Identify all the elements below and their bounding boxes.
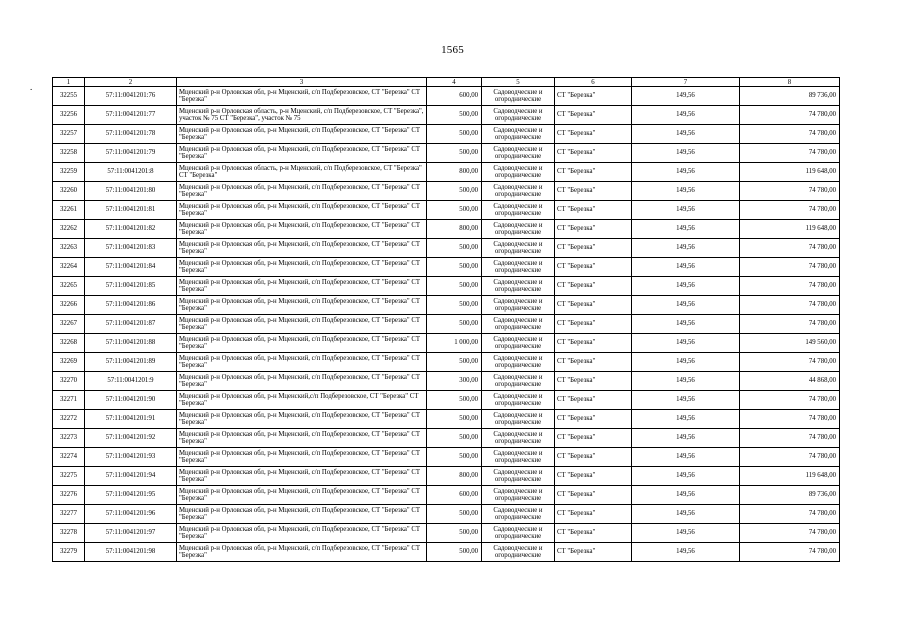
address-cell: Мценский р-н Орловская обл, р-н Мценский, с/п Подберезовское, СТ "Березка" СТ "Березка" <box>177 372 427 391</box>
row-number: 32273 <box>53 429 85 448</box>
cadastral-number: 57:11:0041201:88 <box>85 334 177 353</box>
area-cell: 500,00 <box>427 125 482 144</box>
address-cell: Мценский р-н Орловская обл, р-н Мценский, с/п Подберезовское, СТ "Березка" СТ "Березка" <box>177 144 427 163</box>
unit-price-cell: 149,56 <box>632 220 740 239</box>
address-cell: Мценский р-н Орловская обл, р-н Мценский, с/п Подберезовское, СТ "Березка" СТ "Березка" <box>177 353 427 372</box>
table-row <box>53 486 840 505</box>
partnership-cell: СТ "Березка" <box>555 277 632 296</box>
page-number: 1565 <box>441 44 464 56</box>
cadastral-value-cell: 74 780,00 <box>740 277 840 296</box>
cadastral-number: 57:11:0041201:89 <box>85 353 177 372</box>
table-row <box>53 144 840 163</box>
address-cell: Мценский р-н Орловская обл, р-н Мценский, с/п Подберезовское, СТ "Березка" СТ "Березка" <box>177 315 427 334</box>
area-cell: 500,00 <box>427 106 482 125</box>
row-number: 32279 <box>53 543 85 562</box>
column-header: 6 <box>555 78 632 87</box>
unit-price-cell: 149,56 <box>632 410 740 429</box>
row-number: 32265 <box>53 277 85 296</box>
cadastral-value-cell: 74 780,00 <box>740 125 840 144</box>
cadastral-number: 57:11:0041201:81 <box>85 201 177 220</box>
row-number: 32267 <box>53 315 85 334</box>
unit-price-cell: 149,56 <box>632 448 740 467</box>
cadastral-value-cell: 74 780,00 <box>740 448 840 467</box>
table-row <box>53 106 840 125</box>
cadastral-value-cell: 74 780,00 <box>740 429 840 448</box>
table-row <box>53 296 840 315</box>
cadastral-number: 57:11:0041201:84 <box>85 258 177 277</box>
land-use-cell: Садоводческие и огороднические <box>482 182 555 201</box>
row-number: 32262 <box>53 220 85 239</box>
address-cell: Мценский р-н Орловская обл, р-н Мценский,с/п Подберезовское, СТ "Березка" СТ "Березка" <box>177 391 427 410</box>
cadastral-value-cell: 89 736,00 <box>740 486 840 505</box>
area-cell: 500,00 <box>427 277 482 296</box>
table-row <box>53 315 840 334</box>
table-row <box>53 258 840 277</box>
land-use-cell: Садоводческие и огороднические <box>482 372 555 391</box>
table-body <box>53 87 840 562</box>
cadastral-number: 57:11:0041201:9 <box>85 372 177 391</box>
column-header: 5 <box>482 78 555 87</box>
partnership-cell: СТ "Березка" <box>555 239 632 258</box>
area-cell: 800,00 <box>427 163 482 182</box>
unit-price-cell: 149,56 <box>632 277 740 296</box>
cadastral-number: 57:11:0041201:82 <box>85 220 177 239</box>
row-number: 32276 <box>53 486 85 505</box>
row-number: 32270 <box>53 372 85 391</box>
address-cell: Мценский р-н Орловская обл, р-н Мценский, с/п Подберезовское, СТ "Березка" СТ "Березка" <box>177 182 427 201</box>
area-cell: 500,00 <box>427 182 482 201</box>
margin-mark: . <box>30 82 33 92</box>
cadastral-number: 57:11:0041201:96 <box>85 505 177 524</box>
area-cell: 500,00 <box>427 391 482 410</box>
partnership-cell: СТ "Березка" <box>555 296 632 315</box>
land-use-cell: Садоводческие и огороднические <box>482 334 555 353</box>
partnership-cell: СТ "Березка" <box>555 258 632 277</box>
address-cell: Мценский р-н Орловская обл, р-н Мценский, с/п Подберезовское, СТ "Березка" СТ "Березка" <box>177 87 427 106</box>
cadastral-value-cell: 119 648,00 <box>740 163 840 182</box>
address-cell: Мценский р-н Орловская обл, р-н Мценский, с/п Подберезовское, СТ "Березка" СТ "Березка" <box>177 410 427 429</box>
cadastral-number: 57:11:0041201:86 <box>85 296 177 315</box>
address-cell: Мценский р-н Орловская обл, р-н Мценский, с/п Подберезовское, СТ "Березка" СТ "Березка" <box>177 543 427 562</box>
partnership-cell: СТ "Березка" <box>555 410 632 429</box>
column-header: 8 <box>740 78 840 87</box>
cadastral-value-cell: 74 780,00 <box>740 353 840 372</box>
partnership-cell: СТ "Березка" <box>555 106 632 125</box>
cadastral-number: 57:11:0041201:87 <box>85 315 177 334</box>
land-use-cell: Садоводческие и огороднические <box>482 201 555 220</box>
cadastral-number: 57:11:0041201:77 <box>85 106 177 125</box>
land-use-cell: Садоводческие и огороднические <box>482 220 555 239</box>
area-cell: 500,00 <box>427 296 482 315</box>
land-plots-table <box>52 77 840 562</box>
row-number: 32272 <box>53 410 85 429</box>
unit-price-cell: 149,56 <box>632 486 740 505</box>
area-cell: 500,00 <box>427 353 482 372</box>
row-number: 32260 <box>53 182 85 201</box>
address-cell: Мценский р-н Орловская обл, р-н Мценский, с/п Подберезовское, СТ "Березка" СТ "Березка" <box>177 467 427 486</box>
area-cell: 300,00 <box>427 372 482 391</box>
table-row <box>53 87 840 106</box>
cadastral-value-cell: 74 780,00 <box>740 543 840 562</box>
table-row <box>53 239 840 258</box>
partnership-cell: СТ "Березка" <box>555 353 632 372</box>
row-number: 32264 <box>53 258 85 277</box>
area-cell: 600,00 <box>427 486 482 505</box>
column-header: 3 <box>177 78 427 87</box>
table-row <box>53 391 840 410</box>
partnership-cell: СТ "Березка" <box>555 372 632 391</box>
table-row <box>53 277 840 296</box>
area-cell: 500,00 <box>427 144 482 163</box>
cadastral-value-cell: 74 780,00 <box>740 410 840 429</box>
cadastral-value-cell: 74 780,00 <box>740 505 840 524</box>
address-cell: Мценский р-н Орловская обл, р-н Мценский, с/п Подберезовское, СТ "Березка" СТ "Березка" <box>177 258 427 277</box>
row-number: 32268 <box>53 334 85 353</box>
cadastral-number: 57:11:0041201:98 <box>85 543 177 562</box>
land-use-cell: Садоводческие и огороднические <box>482 87 555 106</box>
table-row <box>53 201 840 220</box>
area-cell: 500,00 <box>427 239 482 258</box>
cadastral-value-cell: 74 780,00 <box>740 106 840 125</box>
partnership-cell: СТ "Березка" <box>555 125 632 144</box>
partnership-cell: СТ "Березка" <box>555 182 632 201</box>
partnership-cell: СТ "Березка" <box>555 429 632 448</box>
land-use-cell: Садоводческие и огороднические <box>482 239 555 258</box>
unit-price-cell: 149,56 <box>632 182 740 201</box>
partnership-cell: СТ "Березка" <box>555 391 632 410</box>
land-use-cell: Садоводческие и огороднические <box>482 410 555 429</box>
address-cell: Мценский р-н Орловская обл, р-н Мценский, с/п Подберезовское, СТ "Березка" СТ "Березка" <box>177 296 427 315</box>
cadastral-value-cell: 74 780,00 <box>740 258 840 277</box>
cadastral-number: 57:11:0041201:97 <box>85 524 177 543</box>
partnership-cell: СТ "Березка" <box>555 201 632 220</box>
row-number: 32255 <box>53 87 85 106</box>
partnership-cell: СТ "Березка" <box>555 87 632 106</box>
cadastral-value-cell: 119 648,00 <box>740 220 840 239</box>
land-use-cell: Садоводческие и огороднические <box>482 315 555 334</box>
area-cell: 500,00 <box>427 448 482 467</box>
address-cell: Мценский р-н Орловская область, р-н Мценский, с/п Подберезовское, СТ "Березка", участок № 75 СТ "Березка", участок № 75 <box>177 106 427 125</box>
address-cell: Мценский р-н Орловская обл, р-н Мценский, с/п Подберезовское, СТ "Березка" СТ "Березка" <box>177 220 427 239</box>
land-use-cell: Садоводческие и огороднические <box>482 505 555 524</box>
unit-price-cell: 149,56 <box>632 353 740 372</box>
address-cell: Мценский р-н Орловская обл, р-н Мценский, с/п Подберезовское, СТ "Березка" СТ "Березка" <box>177 429 427 448</box>
unit-price-cell: 149,56 <box>632 239 740 258</box>
row-number: 32266 <box>53 296 85 315</box>
area-cell: 500,00 <box>427 315 482 334</box>
cadastral-number: 57:11:0041201:78 <box>85 125 177 144</box>
table-row <box>53 467 840 486</box>
row-number: 32257 <box>53 125 85 144</box>
cadastral-value-cell: 74 780,00 <box>740 182 840 201</box>
address-cell: Мценский р-н Орловская обл, р-н Мценский, с/п Подберезовское, СТ "Березка" СТ "Березка" <box>177 486 427 505</box>
address-cell: Мценский р-н Орловская обл, р-н Мценский, с/п Подберезовское, СТ "Березка" СТ "Березка" <box>177 239 427 258</box>
area-cell: 500,00 <box>427 429 482 448</box>
cadastral-value-cell: 74 780,00 <box>740 239 840 258</box>
row-number: 32277 <box>53 505 85 524</box>
land-use-cell: Садоводческие и огороднические <box>482 391 555 410</box>
cadastral-value-cell: 119 648,00 <box>740 467 840 486</box>
land-use-cell: Садоводческие и огороднические <box>482 353 555 372</box>
address-cell: Мценский р-н Орловская обл, р-н Мценский, с/п Подберезовское, СТ "Березка" СТ "Березка" <box>177 125 427 144</box>
cadastral-number: 57:11:0041201:76 <box>85 87 177 106</box>
land-use-cell: Садоводческие и огороднические <box>482 486 555 505</box>
cadastral-number: 57:11:0041201:83 <box>85 239 177 258</box>
header-row <box>53 78 840 87</box>
unit-price-cell: 149,56 <box>632 201 740 220</box>
column-header: 4 <box>427 78 482 87</box>
row-number: 32256 <box>53 106 85 125</box>
address-cell: Мценский р-н Орловская обл, р-н Мценский, с/п Подберезовское, СТ "Березка" СТ "Березка" <box>177 201 427 220</box>
address-cell: Мценский р-н Орловская обл, р-н Мценский, с/п Подберезовское, СТ "Березка" СТ "Березка" <box>177 505 427 524</box>
partnership-cell: СТ "Березка" <box>555 543 632 562</box>
cadastral-number: 57:11:0041201:80 <box>85 182 177 201</box>
area-cell: 800,00 <box>427 220 482 239</box>
area-cell: 500,00 <box>427 524 482 543</box>
table-row <box>53 543 840 562</box>
table-row <box>53 429 840 448</box>
cadastral-value-cell: 89 736,00 <box>740 87 840 106</box>
cadastral-value-cell: 74 780,00 <box>740 201 840 220</box>
table-row <box>53 353 840 372</box>
cadastral-number: 57:11:0041201:94 <box>85 467 177 486</box>
cadastral-number: 57:11:0041201:92 <box>85 429 177 448</box>
cadastral-value-cell: 74 780,00 <box>740 524 840 543</box>
cadastral-value-cell: 74 780,00 <box>740 144 840 163</box>
area-cell: 500,00 <box>427 258 482 277</box>
land-use-cell: Садоводческие и огороднические <box>482 277 555 296</box>
cadastral-number: 57:11:0041201:93 <box>85 448 177 467</box>
address-cell: Мценский р-н Орловская обл, р-н Мценский, с/п Подберезовское, СТ "Березка" СТ "Березка" <box>177 334 427 353</box>
unit-price-cell: 149,56 <box>632 505 740 524</box>
area-cell: 1 000,00 <box>427 334 482 353</box>
land-use-cell: Садоводческие и огороднические <box>482 543 555 562</box>
row-number: 32274 <box>53 448 85 467</box>
land-use-cell: Садоводческие и огороднические <box>482 144 555 163</box>
land-use-cell: Садоводческие и огороднические <box>482 163 555 182</box>
partnership-cell: СТ "Березка" <box>555 448 632 467</box>
cadastral-value-cell: 74 780,00 <box>740 296 840 315</box>
cadastral-value-cell: 74 780,00 <box>740 391 840 410</box>
partnership-cell: СТ "Березка" <box>555 220 632 239</box>
address-cell: Мценский р-н Орловская обл, р-н Мценский, с/п Подберезовское, СТ "Березка" СТ "Березка" <box>177 524 427 543</box>
unit-price-cell: 149,56 <box>632 258 740 277</box>
table-row <box>53 125 840 144</box>
row-number: 32275 <box>53 467 85 486</box>
land-use-cell: Садоводческие и огороднические <box>482 258 555 277</box>
unit-price-cell: 149,56 <box>632 429 740 448</box>
table-row <box>53 163 840 182</box>
table-row <box>53 410 840 429</box>
table-row <box>53 372 840 391</box>
partnership-cell: СТ "Березка" <box>555 467 632 486</box>
cadastral-number: 57:11:0041201:79 <box>85 144 177 163</box>
cadastral-number: 57:11:0041201:95 <box>85 486 177 505</box>
column-header: 7 <box>632 78 740 87</box>
unit-price-cell: 149,56 <box>632 125 740 144</box>
table-row <box>53 524 840 543</box>
area-cell: 800,00 <box>427 467 482 486</box>
unit-price-cell: 149,56 <box>632 524 740 543</box>
unit-price-cell: 149,56 <box>632 296 740 315</box>
unit-price-cell: 149,56 <box>632 106 740 125</box>
partnership-cell: СТ "Березка" <box>555 505 632 524</box>
partnership-cell: СТ "Березка" <box>555 524 632 543</box>
row-number: 32278 <box>53 524 85 543</box>
unit-price-cell: 149,56 <box>632 543 740 562</box>
area-cell: 500,00 <box>427 201 482 220</box>
row-number: 32271 <box>53 391 85 410</box>
table-row <box>53 334 840 353</box>
table-row <box>53 220 840 239</box>
cadastral-number: 57:11:0041201:91 <box>85 410 177 429</box>
table-row <box>53 448 840 467</box>
cadastral-number: 57:11:0041201:90 <box>85 391 177 410</box>
unit-price-cell: 149,56 <box>632 87 740 106</box>
unit-price-cell: 149,56 <box>632 315 740 334</box>
partnership-cell: СТ "Березка" <box>555 334 632 353</box>
cadastral-number: 57:11:0041201:8 <box>85 163 177 182</box>
land-use-cell: Садоводческие и огороднические <box>482 125 555 144</box>
land-use-cell: Садоводческие и огороднические <box>482 429 555 448</box>
column-header: 2 <box>85 78 177 87</box>
area-cell: 600,00 <box>427 87 482 106</box>
row-number: 32261 <box>53 201 85 220</box>
cadastral-value-cell: 44 868,00 <box>740 372 840 391</box>
land-use-cell: Садоводческие и огороднические <box>482 448 555 467</box>
unit-price-cell: 149,56 <box>632 334 740 353</box>
table-row <box>53 182 840 201</box>
cadastral-number: 57:11:0041201:85 <box>85 277 177 296</box>
address-cell: Мценский р-н Орловская обл, р-н Мценский, с/п Подберезовское, СТ "Березка" СТ "Березка" <box>177 448 427 467</box>
address-cell: Мценский р-н Орловская обл, р-н Мценский, с/п Подберезовское, СТ "Березка" СТ "Березка" <box>177 277 427 296</box>
cadastral-value-cell: 149 560,00 <box>740 334 840 353</box>
unit-price-cell: 149,56 <box>632 144 740 163</box>
partnership-cell: СТ "Березка" <box>555 144 632 163</box>
partnership-cell: СТ "Березка" <box>555 163 632 182</box>
row-number: 32259 <box>53 163 85 182</box>
land-use-cell: Садоводческие и огороднические <box>482 296 555 315</box>
unit-price-cell: 149,56 <box>632 163 740 182</box>
area-cell: 500,00 <box>427 410 482 429</box>
unit-price-cell: 149,56 <box>632 391 740 410</box>
area-cell: 500,00 <box>427 505 482 524</box>
cadastral-value-cell: 74 780,00 <box>740 315 840 334</box>
land-use-cell: Садоводческие и огороднические <box>482 524 555 543</box>
area-cell: 500,00 <box>427 543 482 562</box>
land-use-cell: Садоводческие и огороднические <box>482 106 555 125</box>
column-header: 1 <box>53 78 85 87</box>
land-use-cell: Садоводческие и огороднические <box>482 467 555 486</box>
unit-price-cell: 149,56 <box>632 372 740 391</box>
row-number: 32269 <box>53 353 85 372</box>
address-cell: Мценский р-н Орловская область, р-н Мценский, с/п Подберезовское, СТ "Березка" СТ "Березка" <box>177 163 427 182</box>
unit-price-cell: 149,56 <box>632 467 740 486</box>
row-number: 32263 <box>53 239 85 258</box>
partnership-cell: СТ "Березка" <box>555 486 632 505</box>
table-row <box>53 505 840 524</box>
row-number: 32258 <box>53 144 85 163</box>
partnership-cell: СТ "Березка" <box>555 315 632 334</box>
